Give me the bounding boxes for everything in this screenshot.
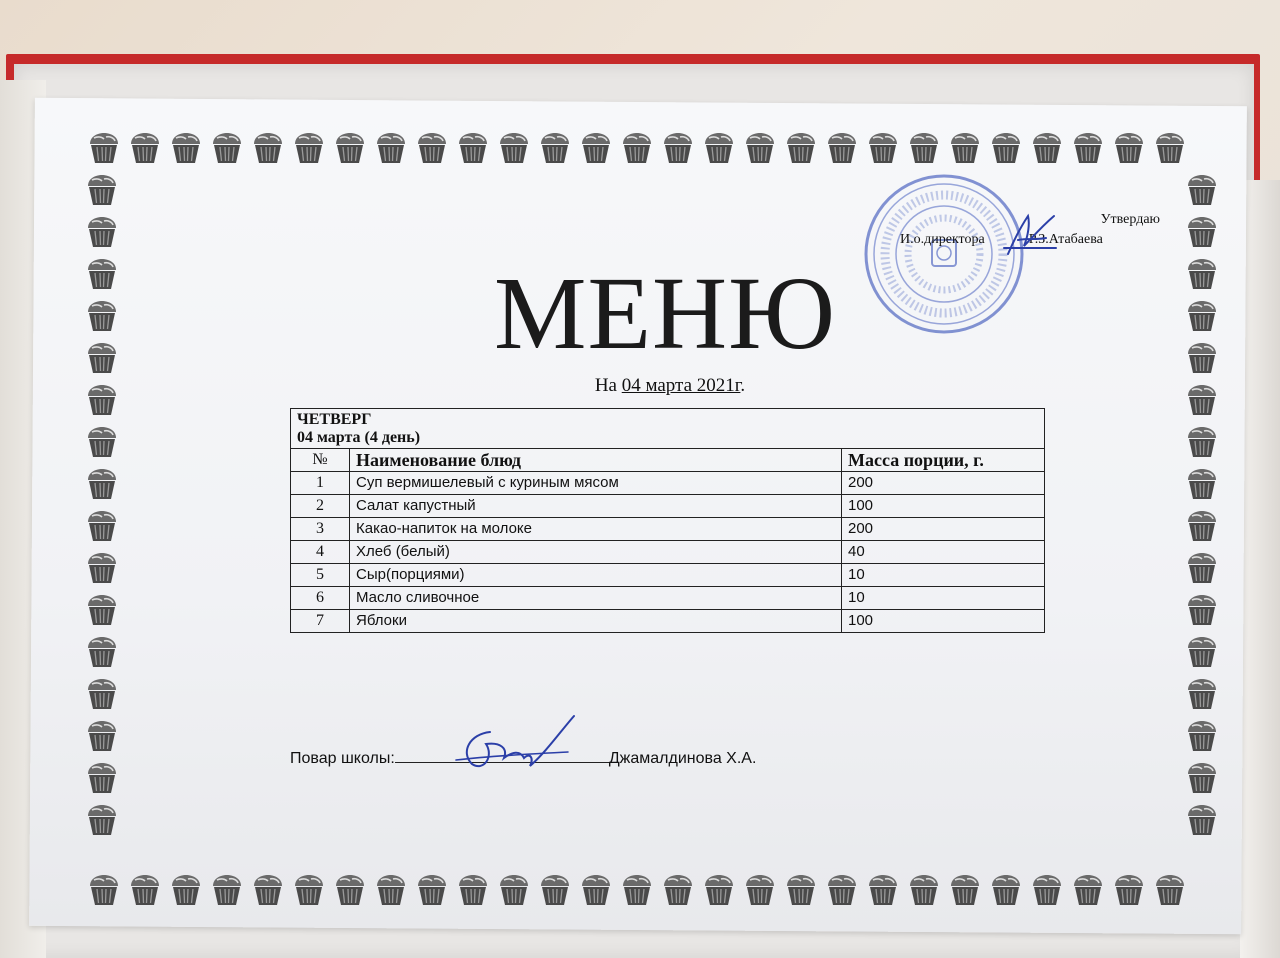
cook-signature [450, 712, 580, 782]
table-row [291, 495, 1045, 518]
cupcake-icon [701, 130, 737, 166]
cupcake-icon [1184, 760, 1220, 796]
cupcake-icon [537, 872, 573, 908]
dish-name: Хлеб (белый) [350, 541, 842, 564]
cupcake-icon [1184, 424, 1220, 460]
cupcake-icon [127, 130, 163, 166]
cupcake-border-bottom [86, 872, 1188, 908]
dish-name: Суп вермишелевый с куриным мясом [350, 472, 842, 495]
cupcake-icon [660, 130, 696, 166]
row-num: 7 [291, 610, 350, 633]
cupcake-icon [127, 872, 163, 908]
cupcake-icon [1184, 466, 1220, 502]
table-row [291, 518, 1045, 541]
cupcake-icon [84, 424, 120, 460]
table-row [291, 587, 1045, 610]
cupcake-icon [1111, 130, 1147, 166]
portion-mass: 200 [842, 472, 1045, 495]
cupcake-icon [1184, 676, 1220, 712]
date-suffix: . [740, 375, 746, 396]
cook-label: Повар школы: [290, 750, 395, 767]
cupcake-icon [373, 130, 409, 166]
cupcake-icon [209, 872, 245, 908]
row-num: 4 [291, 541, 350, 564]
cupcake-icon [414, 872, 450, 908]
cupcake-icon [1070, 872, 1106, 908]
cupcake-icon [865, 872, 901, 908]
table-row [291, 472, 1045, 495]
cupcake-icon [988, 872, 1024, 908]
cupcake-icon [373, 872, 409, 908]
cupcake-icon [578, 130, 614, 166]
cupcake-icon [1184, 214, 1220, 250]
cupcake-icon [947, 130, 983, 166]
date-prefix: На [594, 375, 622, 396]
cupcake-icon [701, 872, 737, 908]
cupcake-icon [619, 872, 655, 908]
day-name: ЧЕТВЕРГ [297, 411, 372, 428]
cupcake-icon [291, 872, 327, 908]
cupcake-icon [84, 676, 120, 712]
row-num: 3 [291, 518, 350, 541]
menu-date: 04 марта 2021г [621, 375, 741, 396]
cupcake-icon [578, 872, 614, 908]
cupcake-icon [332, 872, 368, 908]
cupcake-icon [1184, 550, 1220, 586]
row-num: 1 [291, 472, 350, 495]
table-row [291, 610, 1045, 633]
day-date: 04 марта (4 день) [297, 429, 421, 446]
cupcake-icon [455, 872, 491, 908]
cupcake-border-top [86, 130, 1188, 166]
header-num: № [291, 449, 350, 472]
cupcake-icon [496, 130, 532, 166]
cupcake-icon [496, 872, 532, 908]
portion-mass: 100 [842, 495, 1045, 518]
cupcake-icon [1070, 130, 1106, 166]
cupcake-icon [742, 130, 778, 166]
cupcake-icon [1029, 130, 1065, 166]
cupcake-icon [947, 872, 983, 908]
cupcake-icon [84, 550, 120, 586]
cupcake-icon [742, 872, 778, 908]
portion-mass: 10 [842, 587, 1045, 610]
cupcake-icon [988, 130, 1024, 166]
menu-table [290, 408, 1045, 633]
column-header-row [291, 449, 1045, 472]
table-row [291, 564, 1045, 587]
cupcake-icon [906, 130, 942, 166]
cupcake-icon [1184, 718, 1220, 754]
cupcake-icon [414, 130, 450, 166]
cupcake-icon [84, 466, 120, 502]
day-header-cell [291, 409, 1045, 449]
cupcake-icon [1184, 172, 1220, 208]
table-row [291, 541, 1045, 564]
cupcake-icon [86, 872, 122, 908]
cupcake-icon [619, 130, 655, 166]
director-signature [1000, 210, 1060, 260]
portion-mass: 10 [842, 564, 1045, 587]
cupcake-icon [1152, 130, 1188, 166]
cupcake-icon [906, 872, 942, 908]
cupcake-icon [291, 130, 327, 166]
cupcake-icon [865, 130, 901, 166]
day-header-row [291, 409, 1045, 449]
cupcake-icon [1184, 634, 1220, 670]
cupcake-icon [250, 872, 286, 908]
cupcake-icon [168, 130, 204, 166]
cupcake-icon [1184, 592, 1220, 628]
dish-name: Сыр(порциями) [350, 564, 842, 587]
header-dish-name: Наименование блюд [350, 449, 842, 472]
cupcake-icon [84, 760, 120, 796]
dish-name: Салат капустный [350, 495, 842, 518]
cupcake-icon [1184, 802, 1220, 838]
cupcake-icon [168, 872, 204, 908]
director-position: И.о.директора [900, 232, 985, 247]
cupcake-icon [209, 130, 245, 166]
cupcake-icon [824, 130, 860, 166]
cupcake-icon [660, 872, 696, 908]
portion-mass: 100 [842, 610, 1045, 633]
cupcake-icon [455, 130, 491, 166]
header-portion-mass: Масса порции, г. [842, 449, 1045, 472]
row-num: 5 [291, 564, 350, 587]
cupcake-icon [84, 634, 120, 670]
portion-mass: 200 [842, 518, 1045, 541]
director-name: Р.З.Атабаева [1028, 232, 1103, 247]
cupcake-icon [86, 130, 122, 166]
cupcake-icon [84, 214, 120, 250]
dish-name: Масло сливочное [350, 587, 842, 610]
cupcake-icon [84, 172, 120, 208]
cupcake-icon [1029, 872, 1065, 908]
cupcake-icon [824, 872, 860, 908]
row-num: 6 [291, 587, 350, 610]
cupcake-icon [1152, 872, 1188, 908]
row-num: 2 [291, 495, 350, 518]
cook-name: Джамалдинова Х.А. [608, 750, 757, 767]
cupcake-icon [84, 718, 120, 754]
menu-title: МЕНЮ [494, 256, 836, 371]
cupcake-icon [84, 508, 120, 544]
cupcake-icon [84, 802, 120, 838]
cupcake-icon [783, 872, 819, 908]
approve-label: Утвердаю [1100, 212, 1160, 227]
dish-name: Какао-напиток на молоке [350, 518, 842, 541]
portion-mass: 40 [842, 541, 1045, 564]
cupcake-icon [84, 592, 120, 628]
cupcake-icon [1111, 872, 1147, 908]
cupcake-icon [250, 130, 286, 166]
menu-date-line [0, 375, 1280, 397]
cupcake-icon [783, 130, 819, 166]
cupcake-icon [332, 130, 368, 166]
cupcake-icon [1184, 508, 1220, 544]
dish-name: Яблоки [350, 610, 842, 633]
cupcake-icon [537, 130, 573, 166]
